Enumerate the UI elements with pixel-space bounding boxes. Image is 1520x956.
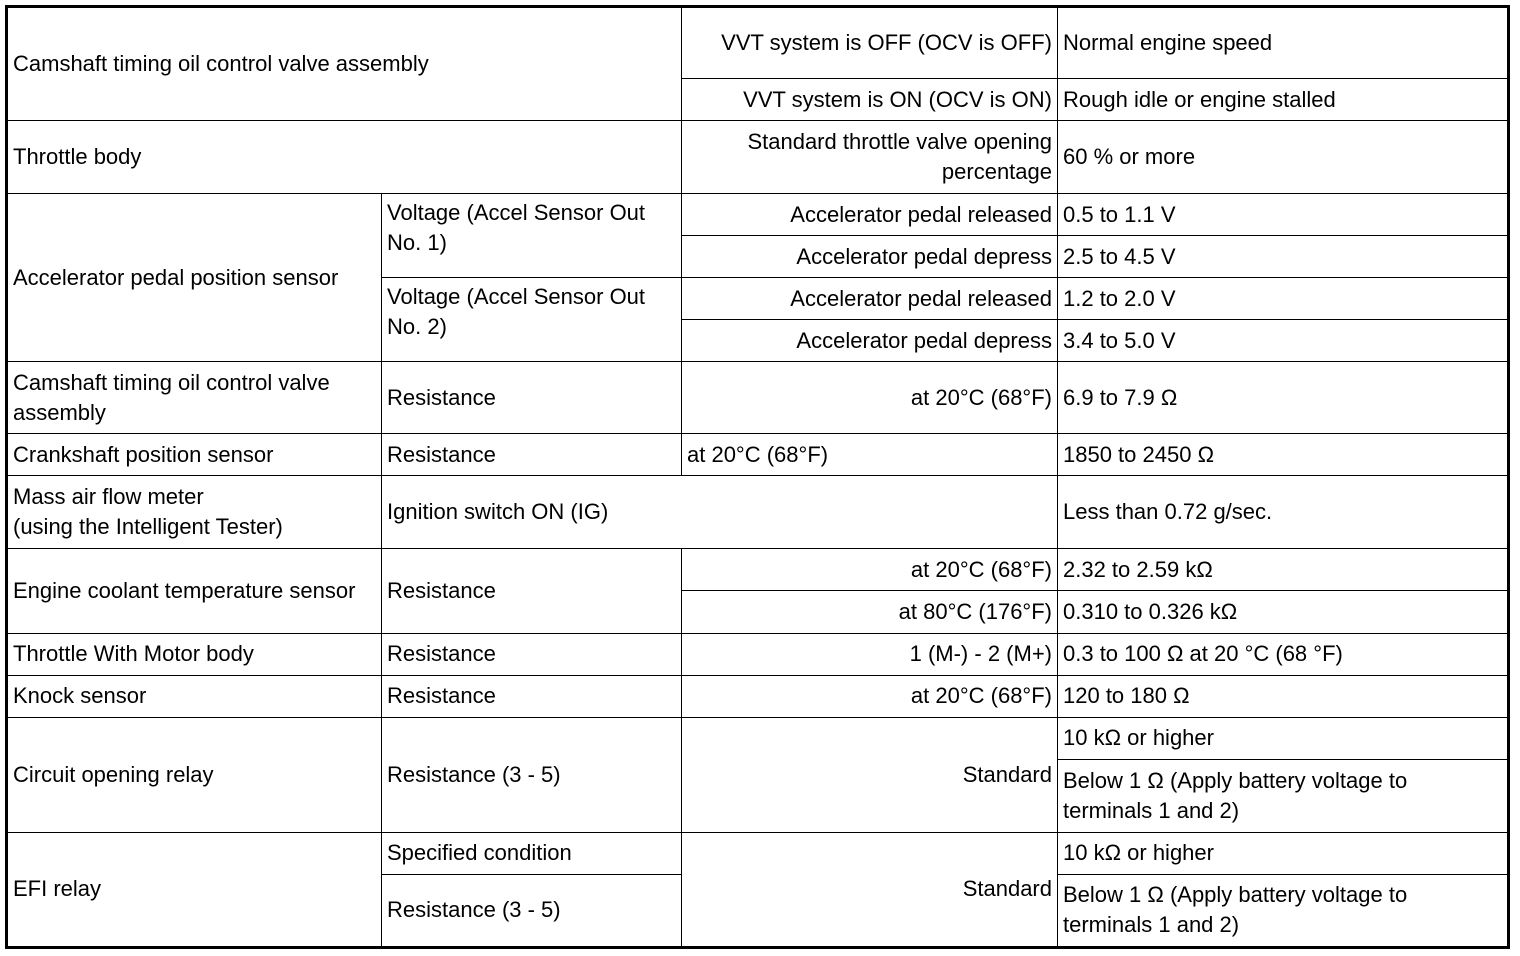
component-cell: Camshaft timing oil control valve assembly	[7, 362, 382, 434]
component-cell: Crankshaft position sensor	[7, 434, 382, 476]
value-cell: Normal engine speed	[1058, 7, 1509, 79]
value-cell: 10 kΩ or higher	[1058, 717, 1509, 759]
component-cell: EFI relay	[7, 832, 382, 947]
condition-cell: VVT system is OFF (OCV is OFF)	[682, 7, 1058, 79]
check-cell: Voltage (Accel Sensor Out No. 2)	[382, 278, 682, 362]
condition-cell: at 20°C (68°F)	[682, 434, 1058, 476]
condition-cell: Accelerator pedal depress	[682, 236, 1058, 278]
condition-cell: Accelerator pedal depress	[682, 320, 1058, 362]
table-row	[7, 362, 1509, 434]
value-cell: 1.2 to 2.0 V	[1058, 278, 1509, 320]
check-cell: Resistance	[382, 633, 682, 675]
value-cell: 6.9 to 7.9 Ω	[1058, 362, 1509, 434]
component-line: (using the Intelligent Tester)	[13, 514, 283, 540]
condition-cell: Accelerator pedal released	[682, 278, 1058, 320]
condition-cell: Standard throttle valve opening percentage	[682, 121, 1058, 194]
condition-cell: at 20°C (68°F)	[682, 362, 1058, 434]
value-cell: Rough idle or engine stalled	[1058, 79, 1509, 121]
condition-cell: Accelerator pedal released	[682, 194, 1058, 236]
component-cell: Throttle body	[7, 121, 682, 194]
component-cell: Throttle With Motor body	[7, 633, 382, 675]
check-cell: Resistance (3 - 5)	[382, 717, 682, 832]
value-cell: 2.32 to 2.59 kΩ	[1058, 549, 1509, 591]
value-cell: Less than 0.72 g/sec.	[1058, 476, 1509, 549]
table-row	[7, 675, 1509, 717]
value-cell: Below 1 Ω (Apply battery voltage to terminals 1 and 2)	[1058, 874, 1509, 947]
specification-table	[5, 5, 1510, 949]
value-cell: 1850 to 2450 Ω	[1058, 434, 1509, 476]
condition-cell: at 20°C (68°F)	[682, 675, 1058, 717]
component-line: Mass air flow meter	[13, 484, 204, 510]
value-cell: 2.5 to 4.5 V	[1058, 236, 1509, 278]
condition-cell: at 20°C (68°F)	[682, 549, 1058, 591]
component-cell: Engine coolant temperature sensor	[7, 549, 382, 633]
check-cell: Voltage (Accel Sensor Out No. 1)	[382, 194, 682, 278]
value-cell: 120 to 180 Ω	[1058, 675, 1509, 717]
component-cell: Knock sensor	[7, 675, 382, 717]
table-row	[7, 832, 1509, 874]
condition-cell: at 80°C (176°F)	[682, 591, 1058, 633]
value-cell: 10 kΩ or higher	[1058, 832, 1509, 874]
component-cell: Camshaft timing oil control valve assembly	[7, 7, 682, 121]
value-cell: 60 % or more	[1058, 121, 1509, 194]
table-row	[7, 476, 1509, 549]
value-cell: 0.3 to 100 Ω at 20 °C (68 °F)	[1058, 633, 1509, 675]
condition-cell: VVT system is ON (OCV is ON)	[682, 79, 1058, 121]
component-cell	[7, 476, 382, 549]
table-row	[7, 549, 1509, 591]
check-cell: Resistance	[382, 675, 682, 717]
table-row	[7, 717, 1509, 759]
table-row	[7, 194, 1509, 236]
condition-cell: Standard	[682, 832, 1058, 947]
condition-cell: 1 (M-) - 2 (M+)	[682, 633, 1058, 675]
table-row	[7, 121, 1509, 194]
value-cell: 3.4 to 5.0 V	[1058, 320, 1509, 362]
condition-cell: Ignition switch ON (IG)	[382, 476, 1058, 549]
component-cell: Circuit opening relay	[7, 717, 382, 832]
table-row	[7, 434, 1509, 476]
check-cell: Resistance	[382, 434, 682, 476]
check-cell: Specified condition	[382, 832, 682, 874]
value-cell: Below 1 Ω (Apply battery voltage to terminals 1 and 2)	[1058, 759, 1509, 832]
check-cell: Resistance	[382, 362, 682, 434]
condition-cell: Standard	[682, 717, 1058, 832]
value-cell: 0.310 to 0.326 kΩ	[1058, 591, 1509, 633]
value-cell: 0.5 to 1.1 V	[1058, 194, 1509, 236]
component-cell: Accelerator pedal position sensor	[7, 194, 382, 362]
table-row	[7, 7, 1509, 79]
check-cell: Resistance	[382, 549, 682, 633]
check-cell: Resistance (3 - 5)	[382, 874, 682, 947]
table-row	[7, 633, 1509, 675]
